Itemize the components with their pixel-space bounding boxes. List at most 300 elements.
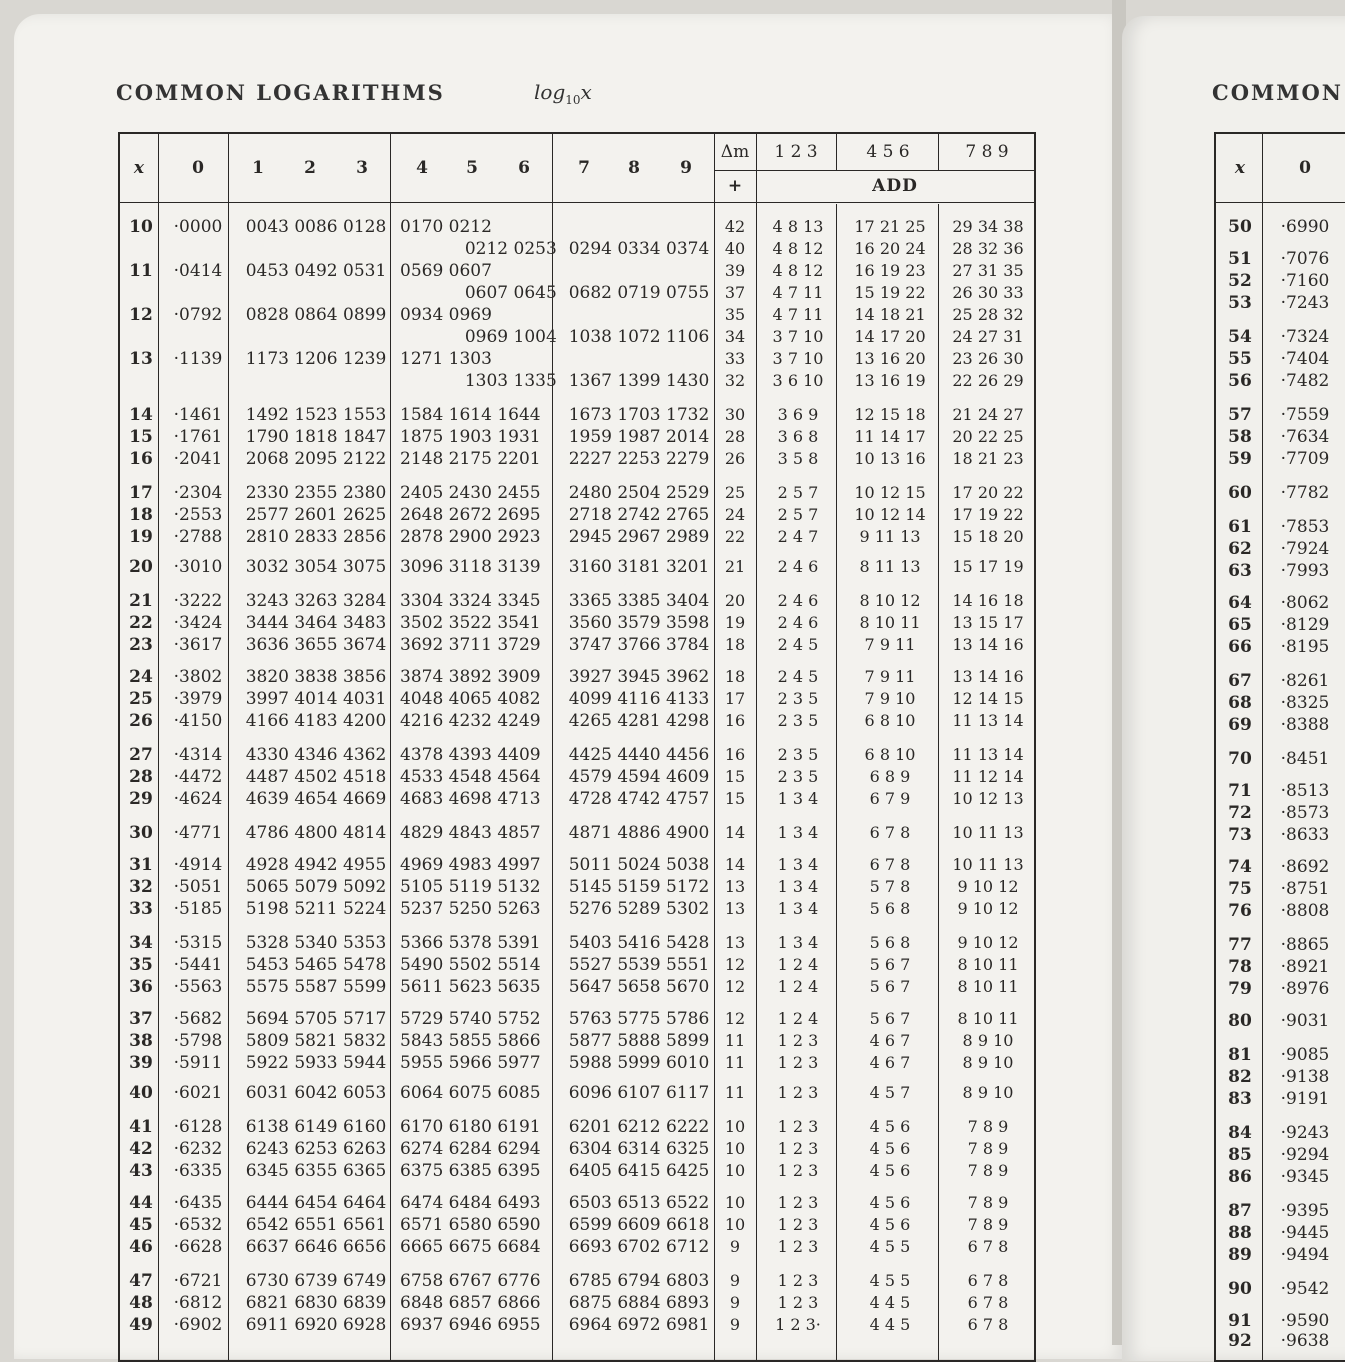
row-x: 16 — [129, 449, 153, 469]
row-add-123: 4 8 12 — [772, 261, 824, 280]
row-cols-456: 5237 5250 5263 — [400, 899, 541, 919]
row-cols-123: 3636 3655 3674 — [245, 635, 387, 655]
row-cols-123: 0828 0864 0899 — [245, 305, 387, 325]
right-row-x: 58 — [1228, 427, 1252, 447]
row-cols-456: 1271 1303 — [400, 349, 492, 369]
row-add-123: 1 2 3 — [777, 1237, 819, 1256]
row-x: 35 — [129, 955, 153, 975]
right-row-log-0: ·6990 — [1280, 217, 1330, 237]
right-row-x: 64 — [1228, 593, 1252, 613]
row-cols-123: 3820 3838 3856 — [245, 667, 387, 687]
row-add-456: 4 5 7 — [869, 1083, 911, 1102]
row-add-456: 4 5 6 — [869, 1215, 911, 1234]
row-add-456: 12 15 18 — [854, 405, 926, 424]
right-row-log-0: ·8692 — [1280, 857, 1330, 877]
row-x: 12 — [129, 305, 153, 325]
row-cols-789: 0682 0719 0755 — [568, 283, 710, 303]
right-row-x: 52 — [1228, 271, 1252, 291]
row-cols-456: 2878 2900 2923 — [400, 527, 541, 547]
row-add-123: 2 3 5 — [777, 711, 819, 730]
right-table-row — [1216, 1222, 1345, 1244]
row-add-789: 23 26 30 — [952, 349, 1024, 368]
row-mean-diff: 14 — [724, 823, 746, 842]
right-row-log-0: ·8261 — [1280, 671, 1330, 691]
right-row-x: 60 — [1228, 483, 1252, 503]
row-add-123: 1 2 3 — [777, 1117, 819, 1136]
table-row — [120, 1192, 1038, 1214]
right-table-row — [1216, 878, 1345, 900]
right-table-row — [1216, 856, 1345, 878]
row-cols-789: 0294 0334 0374 — [568, 239, 710, 259]
row-add-456: 7 9 10 — [864, 689, 916, 708]
table-row — [120, 1292, 1038, 1314]
row-x: 25 — [129, 689, 153, 709]
row-mean-diff: 11 — [724, 1083, 746, 1102]
header-add: ADD — [872, 176, 918, 196]
row-cols-456: 6170 6180 6191 — [400, 1117, 541, 1137]
table-row — [120, 1138, 1038, 1160]
right-table-row — [1216, 1166, 1345, 1188]
row-cols-123: 1173 1206 1239 — [245, 349, 387, 369]
row-log-0: ·6335 — [173, 1161, 223, 1181]
table-row — [120, 788, 1038, 810]
right-row-x: 53 — [1228, 293, 1252, 313]
row-add-789: 8 9 10 — [962, 1031, 1014, 1050]
row-add-123: 1 2 3 — [777, 1161, 819, 1180]
row-x: 33 — [129, 899, 153, 919]
row-cols-789: 6964 6972 6981 — [568, 1315, 710, 1335]
right-row-x: 57 — [1228, 405, 1252, 425]
row-add-789: 11 12 14 — [952, 767, 1024, 786]
row-x: 24 — [129, 667, 153, 687]
row-log-0: ·5051 — [173, 877, 223, 897]
row-cols-123: 4786 4800 4814 — [245, 823, 387, 843]
row-log-0: ·3222 — [173, 591, 223, 611]
right-table-row — [1216, 802, 1345, 824]
right-row-x: 68 — [1228, 693, 1252, 713]
row-x: 21 — [129, 591, 153, 611]
row-cols-123: 6637 6646 6656 — [245, 1237, 387, 1257]
row-add-789: 15 17 19 — [952, 557, 1024, 576]
row-add-789: 27 31 35 — [952, 261, 1024, 280]
row-cols-789: 5647 5658 5670 — [568, 977, 710, 997]
row-add-789: 8 9 10 — [962, 1053, 1014, 1072]
row-x: 20 — [129, 557, 153, 577]
row-add-456: 6 7 9 — [869, 789, 911, 808]
table-row — [120, 216, 1038, 238]
row-add-456: 8 10 11 — [859, 613, 921, 632]
row-add-123: 1 2 3 — [777, 1293, 819, 1312]
row-cols-123: 6243 6253 6263 — [245, 1139, 387, 1159]
row-cols-123: 3997 4014 4031 — [245, 689, 387, 709]
row-mean-diff: 11 — [724, 1031, 746, 1050]
right-table-row — [1216, 482, 1345, 504]
table-row — [120, 448, 1038, 470]
right-row-log-0: ·9031 — [1280, 1011, 1330, 1031]
row-x: 34 — [129, 933, 153, 953]
row-add-456: 4 5 6 — [869, 1139, 911, 1158]
table-row — [120, 612, 1038, 634]
right-row-log-0: ·7243 — [1280, 293, 1330, 313]
row-add-123: 2 5 7 — [777, 483, 819, 502]
row-add-123: 1 2 3 — [777, 1193, 819, 1212]
right-row-log-0: ·7404 — [1280, 349, 1330, 369]
right-table-row — [1216, 270, 1345, 292]
row-add-456: 6 7 8 — [869, 855, 911, 874]
row-cols-456: 4048 4065 4082 — [400, 689, 541, 709]
right-row-x: 85 — [1228, 1145, 1252, 1165]
page-subtitle — [534, 80, 592, 107]
row-add-456: 7 9 11 — [864, 635, 916, 654]
row-add-123: 2 3 5 — [777, 689, 819, 708]
row-cols-789: 1367 1399 1430 — [568, 371, 710, 391]
row-cols-123: 6730 6739 6749 — [245, 1271, 387, 1291]
right-row-x: 65 — [1228, 615, 1252, 635]
row-add-123: 1 2 3· — [775, 1315, 821, 1334]
row-mean-diff: 30 — [724, 405, 746, 424]
row-x: 19 — [129, 527, 153, 547]
row-cols-789: 5403 5416 5428 — [568, 933, 710, 953]
table-row — [120, 1052, 1038, 1074]
row-cols-456: 5729 5740 5752 — [400, 1009, 541, 1029]
row-add-456: 10 13 16 — [854, 449, 926, 468]
row-add-789: 11 13 14 — [952, 711, 1024, 730]
row-mean-diff: 22 — [724, 527, 746, 546]
row-log-0: ·5185 — [173, 899, 223, 919]
row-x: 14 — [129, 405, 153, 425]
row-log-0: ·5798 — [173, 1031, 223, 1051]
row-cols-123: 6345 6355 6365 — [245, 1161, 387, 1181]
row-mean-diff: 40 — [724, 239, 746, 258]
row-mean-diff: 9 — [729, 1315, 741, 1334]
row-cols-123: 0043 0086 0128 — [245, 217, 387, 237]
subtitle-base: log — [534, 80, 566, 104]
right-row-x: 84 — [1228, 1123, 1252, 1143]
right-table-row — [1216, 1044, 1345, 1066]
row-mean-diff: 13 — [724, 877, 746, 896]
row-add-123: 2 4 5 — [777, 635, 819, 654]
col-rule — [836, 134, 837, 170]
table-row — [120, 1314, 1038, 1336]
row-cols-456: 5611 5623 5635 — [400, 977, 541, 997]
table-row — [120, 1082, 1038, 1104]
right-table-row — [1216, 404, 1345, 426]
row-log-0: ·5563 — [173, 977, 223, 997]
row-cols-123: 3243 3263 3284 — [245, 591, 387, 611]
header-7: 7 — [578, 158, 590, 178]
row-x: 13 — [129, 349, 153, 369]
right-row-log-0: ·9345 — [1280, 1167, 1330, 1187]
row-log-0: ·4914 — [173, 855, 223, 875]
row-log-0: ·4314 — [173, 745, 223, 765]
row-mean-diff: 25 — [724, 483, 746, 502]
row-mean-diff: 18 — [724, 635, 746, 654]
row-mean-diff: 21 — [724, 557, 746, 576]
row-x: 38 — [129, 1031, 153, 1051]
header-3: 3 — [356, 158, 368, 178]
row-add-123: 1 2 3 — [777, 1215, 819, 1234]
row-add-789: 9 10 12 — [957, 899, 1019, 918]
right-row-log-0: ·9590 — [1280, 1311, 1330, 1331]
right-row-log-0: ·7993 — [1280, 561, 1330, 581]
table-row — [120, 932, 1038, 954]
right-table-row — [1216, 900, 1345, 922]
row-cols-456: 6758 6767 6776 — [400, 1271, 541, 1291]
row-x: 45 — [129, 1215, 153, 1235]
header-0: 0 — [192, 158, 204, 178]
header-2: 2 — [304, 158, 316, 178]
row-log-0: ·0792 — [173, 305, 223, 325]
header-9: 9 — [680, 158, 692, 178]
row-add-456: 11 14 17 — [854, 427, 926, 446]
row-cols-789: 4099 4116 4133 — [568, 689, 710, 709]
right-row-x: 92 — [1228, 1331, 1252, 1351]
row-mean-diff: 13 — [724, 933, 746, 952]
right-row-log-0: ·7782 — [1280, 483, 1330, 503]
row-cols-789: 5877 5888 5899 — [568, 1031, 710, 1051]
right-row-x: 63 — [1228, 561, 1252, 581]
row-cols-456: 6571 6580 6590 — [400, 1215, 541, 1235]
row-mean-diff: 18 — [724, 667, 746, 686]
row-cols-123: 6542 6551 6561 — [245, 1215, 387, 1235]
row-mean-diff: 15 — [724, 767, 746, 786]
row-mean-diff: 33 — [724, 349, 746, 368]
row-log-0: ·6721 — [173, 1271, 223, 1291]
row-mean-diff: 24 — [724, 505, 746, 524]
right-row-log-0: ·9395 — [1280, 1201, 1330, 1221]
row-mean-diff: 10 — [724, 1193, 746, 1212]
right-table-row — [1216, 1200, 1345, 1222]
header-1: 1 — [252, 158, 264, 178]
row-add-456: 8 11 13 — [859, 557, 921, 576]
row-mean-diff: 15 — [724, 789, 746, 808]
row-cols-123: 2330 2355 2380 — [245, 483, 387, 503]
right-table-row — [1216, 592, 1345, 614]
table-row — [120, 688, 1038, 710]
table-row — [120, 1030, 1038, 1052]
row-add-789: 11 13 14 — [952, 745, 1024, 764]
right-row-log-0: ·8062 — [1280, 593, 1330, 613]
row-log-0: ·5682 — [173, 1009, 223, 1029]
row-log-0: ·3010 — [173, 557, 223, 577]
row-x: 42 — [129, 1139, 153, 1159]
row-add-789: 26 30 33 — [952, 283, 1024, 302]
row-add-123: 3 5 8 — [777, 449, 819, 468]
row-cols-123: 5328 5340 5353 — [245, 933, 387, 953]
row-add-789: 24 27 31 — [952, 327, 1024, 346]
row-log-0: ·4150 — [173, 711, 223, 731]
row-cols-789: 4728 4742 4757 — [568, 789, 710, 809]
right-row-x: 83 — [1228, 1089, 1252, 1109]
row-add-789: 10 11 13 — [952, 855, 1024, 874]
right-row-log-0: ·7924 — [1280, 539, 1330, 559]
header-6: 6 — [518, 158, 530, 178]
right-header-0: 0 — [1299, 158, 1311, 178]
row-add-123: 4 8 12 — [772, 239, 824, 258]
table-row — [120, 766, 1038, 788]
table-row — [120, 976, 1038, 998]
row-cols-123: 5809 5821 5832 — [245, 1031, 387, 1051]
table-row — [120, 238, 1038, 260]
row-add-123: 3 7 10 — [772, 327, 824, 346]
row-cols-456: 3304 3324 3345 — [400, 591, 541, 611]
right-table-row — [1216, 714, 1345, 736]
row-cols-456: 0934 0969 — [400, 305, 492, 325]
row-log-0: ·2788 — [173, 527, 223, 547]
row-cols-456: 2405 2430 2455 — [400, 483, 541, 503]
row-add-456: 14 18 21 — [854, 305, 926, 324]
row-add-789: 9 10 12 — [957, 877, 1019, 896]
row-cols-456: 4533 4548 4564 — [400, 767, 541, 787]
row-add-456: 4 6 7 — [869, 1031, 911, 1050]
row-cols-789: 2227 2253 2279 — [568, 449, 710, 469]
row-add-456: 13 16 20 — [854, 349, 926, 368]
row-add-123: 2 4 6 — [777, 557, 819, 576]
row-cols-123: 6138 6149 6160 — [245, 1117, 387, 1137]
row-log-0: ·0414 — [173, 261, 223, 281]
right-table-row — [1216, 934, 1345, 956]
row-add-789: 17 19 22 — [952, 505, 1024, 524]
row-log-0: ·6128 — [173, 1117, 223, 1137]
right-table-row — [1216, 614, 1345, 636]
right-table-row — [1216, 426, 1345, 448]
right-row-log-0: ·9638 — [1280, 1331, 1330, 1351]
row-add-456: 4 4 5 — [869, 1293, 911, 1312]
row-cols-456: 0170 0212 — [400, 217, 492, 237]
right-row-log-0: ·8573 — [1280, 803, 1330, 823]
row-add-789: 17 20 22 — [952, 483, 1024, 502]
row-mean-diff: 17 — [724, 689, 746, 708]
row-cols-456: 3502 3522 3541 — [400, 613, 541, 633]
row-mean-diff: 10 — [724, 1161, 746, 1180]
row-x: 15 — [129, 427, 153, 447]
right-row-x: 67 — [1228, 671, 1252, 691]
row-add-789: 6 7 8 — [967, 1293, 1009, 1312]
table-row — [120, 556, 1038, 578]
right-row-x: 70 — [1228, 749, 1252, 769]
right-row-x: 86 — [1228, 1167, 1252, 1187]
table-row — [120, 898, 1038, 920]
row-cols-123: 4166 4183 4200 — [245, 711, 387, 731]
row-mean-diff: 35 — [724, 305, 746, 324]
row-mean-diff: 16 — [724, 745, 746, 764]
row-log-0: ·0000 — [173, 217, 223, 237]
right-table-row — [1216, 780, 1345, 802]
row-cols-456: 3874 3892 3909 — [400, 667, 541, 687]
row-log-0: ·6021 — [173, 1083, 223, 1103]
row-add-456: 6 8 10 — [864, 711, 916, 730]
subtitle-var: x — [580, 80, 592, 104]
right-row-x: 59 — [1228, 449, 1252, 469]
row-add-123: 4 7 11 — [772, 283, 824, 302]
row-add-123: 2 5 7 — [777, 505, 819, 524]
row-add-123: 1 2 4 — [777, 955, 819, 974]
row-add-123: 3 7 10 — [772, 349, 824, 368]
row-cols-456: 5490 5502 5514 — [400, 955, 541, 975]
row-log-0: ·2553 — [173, 505, 223, 525]
right-row-x: 69 — [1228, 715, 1252, 735]
table-row — [120, 1160, 1038, 1182]
right-row-log-0: ·9191 — [1280, 1089, 1330, 1109]
row-log-0: ·3979 — [173, 689, 223, 709]
row-cols-123: 6031 6042 6053 — [245, 1083, 387, 1103]
header-proportional-456: 4 5 6 — [866, 142, 910, 162]
row-add-789: 7 8 9 — [967, 1215, 1009, 1234]
row-mean-diff: 20 — [724, 591, 746, 610]
row-add-456: 10 12 15 — [854, 483, 926, 502]
row-add-789: 13 14 16 — [952, 667, 1024, 686]
row-cols-789: 6201 6212 6222 — [568, 1117, 710, 1137]
table-row — [120, 590, 1038, 612]
row-cols-456: 4378 4393 4409 — [400, 745, 541, 765]
right-row-x: 54 — [1228, 327, 1252, 347]
row-cols-456: 6848 6857 6866 — [400, 1293, 541, 1313]
right-table-row — [1216, 516, 1345, 538]
row-cols-789: 6785 6794 6803 — [568, 1271, 710, 1291]
row-x: 31 — [129, 855, 153, 875]
row-add-123: 1 3 4 — [777, 933, 819, 952]
right-table-row — [1216, 216, 1345, 238]
row-add-789: 6 7 8 — [967, 1315, 1009, 1334]
row-cols-456: 4829 4843 4857 — [400, 823, 541, 843]
right-log-table — [1214, 132, 1345, 1362]
row-cols-789: 4871 4886 4900 — [568, 823, 710, 843]
table-row — [120, 370, 1038, 392]
row-cols-123: 4487 4502 4518 — [245, 767, 387, 787]
row-mean-diff: 9 — [729, 1237, 741, 1256]
row-add-789: 14 16 18 — [952, 591, 1024, 610]
row-log-0: ·1139 — [173, 349, 223, 369]
row-add-789: 12 14 15 — [952, 689, 1024, 708]
row-mean-diff: 28 — [724, 427, 746, 446]
right-row-log-0: ·8633 — [1280, 825, 1330, 845]
right-row-x: 78 — [1228, 957, 1252, 977]
row-add-123: 2 4 7 — [777, 527, 819, 546]
row-cols-456: 6274 6284 6294 — [400, 1139, 541, 1159]
row-add-789: 13 14 16 — [952, 635, 1024, 654]
row-add-123: 2 3 5 — [777, 745, 819, 764]
row-add-456: 4 5 6 — [869, 1161, 911, 1180]
table-row — [120, 710, 1038, 732]
right-row-x: 91 — [1228, 1311, 1252, 1331]
row-add-789: 10 12 13 — [952, 789, 1024, 808]
table-row — [120, 426, 1038, 448]
row-add-789: 21 24 27 — [952, 405, 1024, 424]
row-add-456: 8 10 12 — [859, 591, 921, 610]
row-log-0: ·4771 — [173, 823, 223, 843]
row-add-456: 5 7 8 — [869, 877, 911, 896]
row-add-123: 2 4 6 — [777, 613, 819, 632]
table-row — [120, 1008, 1038, 1030]
right-row-log-0: ·8325 — [1280, 693, 1330, 713]
right-table-row — [1216, 292, 1345, 314]
row-add-456: 9 11 13 — [859, 527, 921, 546]
row-log-0: ·2041 — [173, 449, 223, 469]
row-mean-diff: 12 — [724, 1009, 746, 1028]
row-add-123: 2 4 6 — [777, 591, 819, 610]
row-log-0: ·6812 — [173, 1293, 223, 1313]
right-row-x: 61 — [1228, 517, 1252, 537]
row-log-0: ·1461 — [173, 405, 223, 425]
row-add-456: 16 19 23 — [854, 261, 926, 280]
header-4: 4 — [416, 158, 428, 178]
right-row-x: 50 — [1228, 217, 1252, 237]
row-add-789: 8 10 11 — [957, 1009, 1019, 1028]
row-log-0: ·6232 — [173, 1139, 223, 1159]
table-row — [120, 304, 1038, 326]
row-cols-789: 3365 3385 3404 — [568, 591, 710, 611]
row-add-123: 4 8 13 — [772, 217, 824, 236]
